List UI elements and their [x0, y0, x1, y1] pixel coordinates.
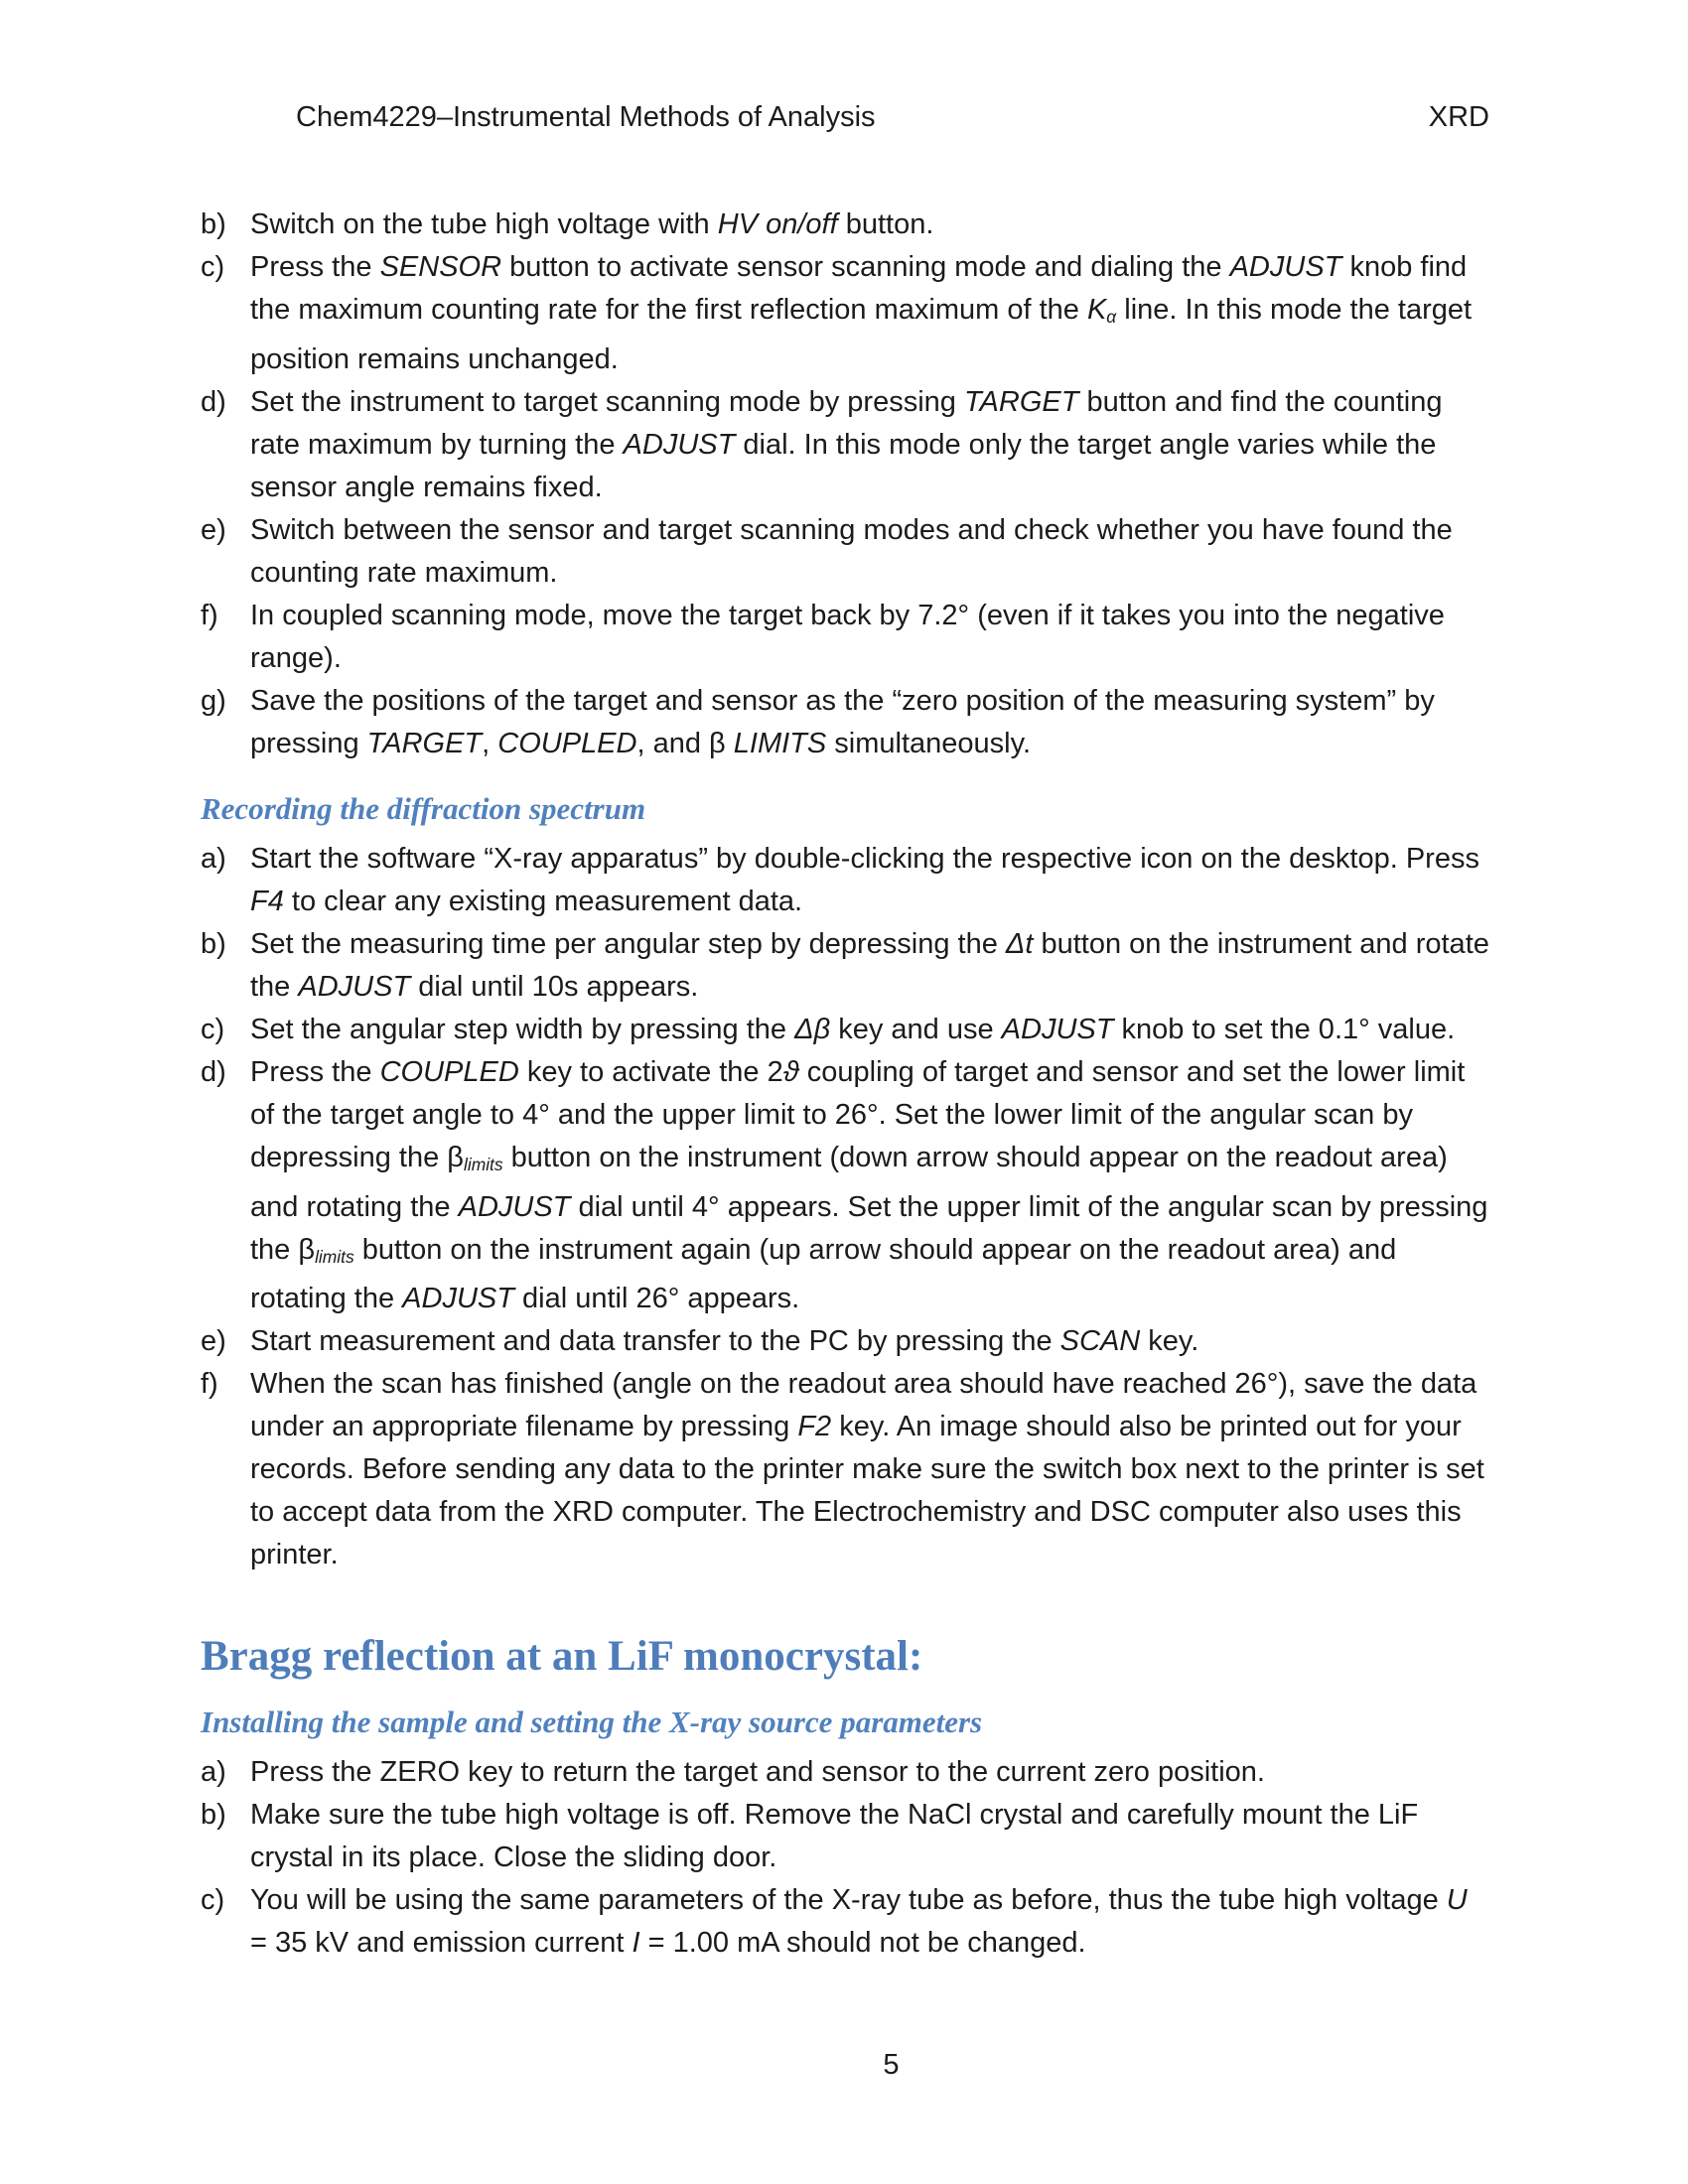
list-item: [199, 381, 1491, 509]
list-item-text: [250, 685, 1435, 759]
text-run: key to activate the 2: [518, 1055, 783, 1088]
text-run: Set the angular step width by pressing the: [250, 1013, 795, 1045]
text-run: knob to set the 0.1° value.: [1113, 1013, 1456, 1045]
text-run: Save the positions of the target and sensor as the “zero position of the measuring system” by pressing: [250, 684, 1435, 759]
text-run: LIMITS: [733, 727, 827, 759]
text-run: Press the: [250, 1055, 380, 1088]
list-item-label: b): [201, 208, 226, 240]
list-item: [199, 1320, 1491, 1363]
text-run: button on the instrument again (up arrow should appear on the readout area) and rotating the: [250, 1233, 1397, 1315]
text-run: Press the: [250, 251, 380, 283]
text-run: TARGET: [366, 727, 483, 759]
text-run: dial until 26° appears.: [513, 1283, 800, 1315]
list-item-label: b): [201, 927, 226, 960]
text-run: button on the instrument (down arrow should appear on the readout area) and rotating the: [250, 1141, 1448, 1223]
page-header: [296, 99, 1489, 135]
list-item-text: [250, 208, 933, 240]
list-item-label: c): [201, 251, 225, 283]
text-run: key. An image should also be printed out for your records. Before sending any data to the printer make sure the switch box next to the printer is set to accept data from the XRD computer. The Electrochemistry and DSC computer also uses this printer.: [250, 1411, 1484, 1571]
section-subheading-recording-spectrum: Recording the diffraction spectrum: [201, 790, 646, 826]
text-run: SCAN: [1059, 1325, 1141, 1358]
list-item-text: [250, 600, 1445, 674]
text-run: ADJUST: [1229, 251, 1342, 283]
text-run: ADJUST: [402, 1283, 514, 1315]
list-item-label: f): [201, 599, 218, 631]
list-item-text: [250, 1056, 1487, 1315]
text-run: Switch on the tube high voltage with: [250, 208, 718, 240]
list-item-text: [250, 1884, 1468, 1959]
text-run: Δt: [1005, 927, 1034, 960]
text-run: F2: [797, 1411, 832, 1443]
header-course-title: Chem4229–Instrumental Methods of Analysis: [296, 101, 876, 133]
text-run: ADJUST: [1001, 1013, 1114, 1045]
document-body: [199, 204, 1491, 1965]
text-run: When the scan has finished (angle on the readout area should have reached 26°), save the data under an appropriate filename by pressing: [250, 1368, 1477, 1443]
text-run: key.: [1140, 1325, 1199, 1358]
text-run: COUPLED: [379, 1055, 519, 1088]
text-run: Start the software “X-ray apparatus” by double-clicking the respective icon on the desktop. Press: [250, 842, 1479, 875]
list-item-label: f): [201, 1368, 218, 1401]
list-item-label: g): [201, 684, 226, 717]
list-item-text: [250, 251, 1472, 375]
text-run: = 1.00 mA should not be changed.: [639, 1927, 1086, 1960]
procedure-list-zero-position: [199, 204, 1491, 765]
text-run: K: [1086, 294, 1107, 326]
list-item: [199, 1363, 1491, 1576]
text-run: limits: [463, 1154, 503, 1174]
text-run: ,: [482, 727, 498, 759]
procedure-list-recording-spectrum: [199, 838, 1491, 1577]
text-run: knob find the maximum counting rate for the first reflection maximum of the: [250, 251, 1468, 326]
text-run: Set the measuring time per angular step by depressing the: [250, 927, 1006, 960]
list-item-label: c): [201, 1884, 225, 1917]
list-item: [199, 1009, 1491, 1051]
list-item-label: d): [201, 385, 226, 418]
list-item: [199, 1051, 1491, 1321]
list-item-text: [250, 386, 1442, 503]
text-run: ADJUST: [298, 970, 411, 1003]
page-number: 5: [883, 2049, 900, 2081]
text-run: line. In this mode the target position remains unchanged.: [250, 294, 1473, 375]
text-run: button.: [837, 208, 934, 240]
list-item-text: [250, 843, 1479, 917]
text-run: to clear any existing measurement data.: [283, 885, 803, 917]
text-run: dial until 4° appears. Set the upper limit of the angular scan by pressing the β: [250, 1190, 1488, 1266]
text-run: α: [1106, 306, 1117, 327]
list-item-label: e): [201, 1325, 226, 1358]
list-item-text: [250, 1756, 1265, 1788]
text-run: ϑ: [782, 1055, 799, 1088]
text-run: limits: [315, 1246, 354, 1267]
list-item: [199, 680, 1491, 765]
text-run: ADJUST: [458, 1190, 571, 1223]
text-run: SENSOR: [379, 251, 502, 283]
section-subheading-installing-sample: Installing the sample and setting the X-ray source parameters: [201, 1705, 983, 1740]
list-item-text: [250, 1325, 1198, 1357]
list-item: [199, 1794, 1491, 1879]
list-item-text: [250, 928, 1489, 1003]
list-item-label: d): [201, 1055, 226, 1088]
header-doc-label: XRD: [1428, 101, 1489, 133]
list-item: [199, 246, 1491, 381]
text-run: coupling of target and sensor and set the lower limit of the target angle to 4° and the upper limit to 26°. Set the lower limit of the angular scan by depressing the β: [250, 1055, 1466, 1173]
text-run: HV on/off: [717, 208, 838, 240]
text-run: Start measurement and data transfer to the PC by pressing the: [250, 1325, 1060, 1358]
list-item-label: a): [201, 1756, 226, 1789]
text-run: I: [632, 1927, 640, 1960]
text-run: In coupled scanning mode, move the target back by 7.2° (even if it takes you into the negative range).: [250, 599, 1445, 674]
text-run: U: [1446, 1884, 1468, 1917]
text-run: TARGET: [963, 385, 1079, 418]
text-run: Set the instrument to target scanning mode by pressing: [250, 385, 964, 418]
list-item-text: [250, 1799, 1418, 1873]
section-heading-bragg-reflection: Bragg reflection at an LiF monocrystal:: [201, 1633, 923, 1681]
list-item-text: [250, 514, 1453, 589]
text-run: ADJUST: [623, 428, 736, 461]
text-run: Switch between the sensor and target scanning modes and check whether you have found the counting rate maximum.: [250, 513, 1453, 589]
text-run: , and β: [636, 727, 734, 759]
text-run: key and use: [830, 1013, 1002, 1045]
list-item: [199, 838, 1491, 923]
text-run: Make sure the tube high voltage is off. Remove the NaCl crystal and carefully mount the LiF crystal in its place. Close the sliding door.: [250, 1799, 1419, 1874]
text-run: button and find the counting rate maximum by turning the: [250, 385, 1443, 461]
list-item: [199, 509, 1491, 595]
text-run: dial until 10s appears.: [410, 970, 699, 1003]
list-item-text: [250, 1368, 1484, 1570]
list-item-label: b): [201, 1799, 226, 1832]
text-run: dial. In this mode only the target angle varies while the sensor angle remains fixed.: [250, 428, 1437, 503]
list-item-label: e): [201, 513, 226, 546]
list-item: [199, 595, 1491, 680]
list-item-label: a): [201, 842, 226, 875]
text-run: Δβ: [794, 1013, 831, 1045]
list-item-label: c): [201, 1013, 225, 1045]
text-run: Press the ZERO key to return the target and sensor to the current zero position.: [250, 1756, 1265, 1789]
list-item-text: [250, 1014, 1455, 1045]
text-run: = 35 kV and emission current: [250, 1927, 633, 1960]
list-item: [199, 923, 1491, 1009]
list-item: [199, 1751, 1491, 1794]
text-run: simultaneously.: [826, 727, 1032, 759]
list-item: [199, 204, 1491, 246]
procedure-list-installing-sample: [199, 1751, 1491, 1965]
text-run: COUPLED: [497, 727, 637, 759]
text-run: button to activate sensor scanning mode and dialing the: [501, 251, 1230, 283]
text-run: F4: [250, 885, 284, 917]
list-item: [199, 1879, 1491, 1965]
text-run: button on the instrument and rotate the: [250, 927, 1489, 1003]
text-run: You will be using the same parameters of the X-ray tube as before, thus the tube high voltage: [250, 1884, 1447, 1917]
